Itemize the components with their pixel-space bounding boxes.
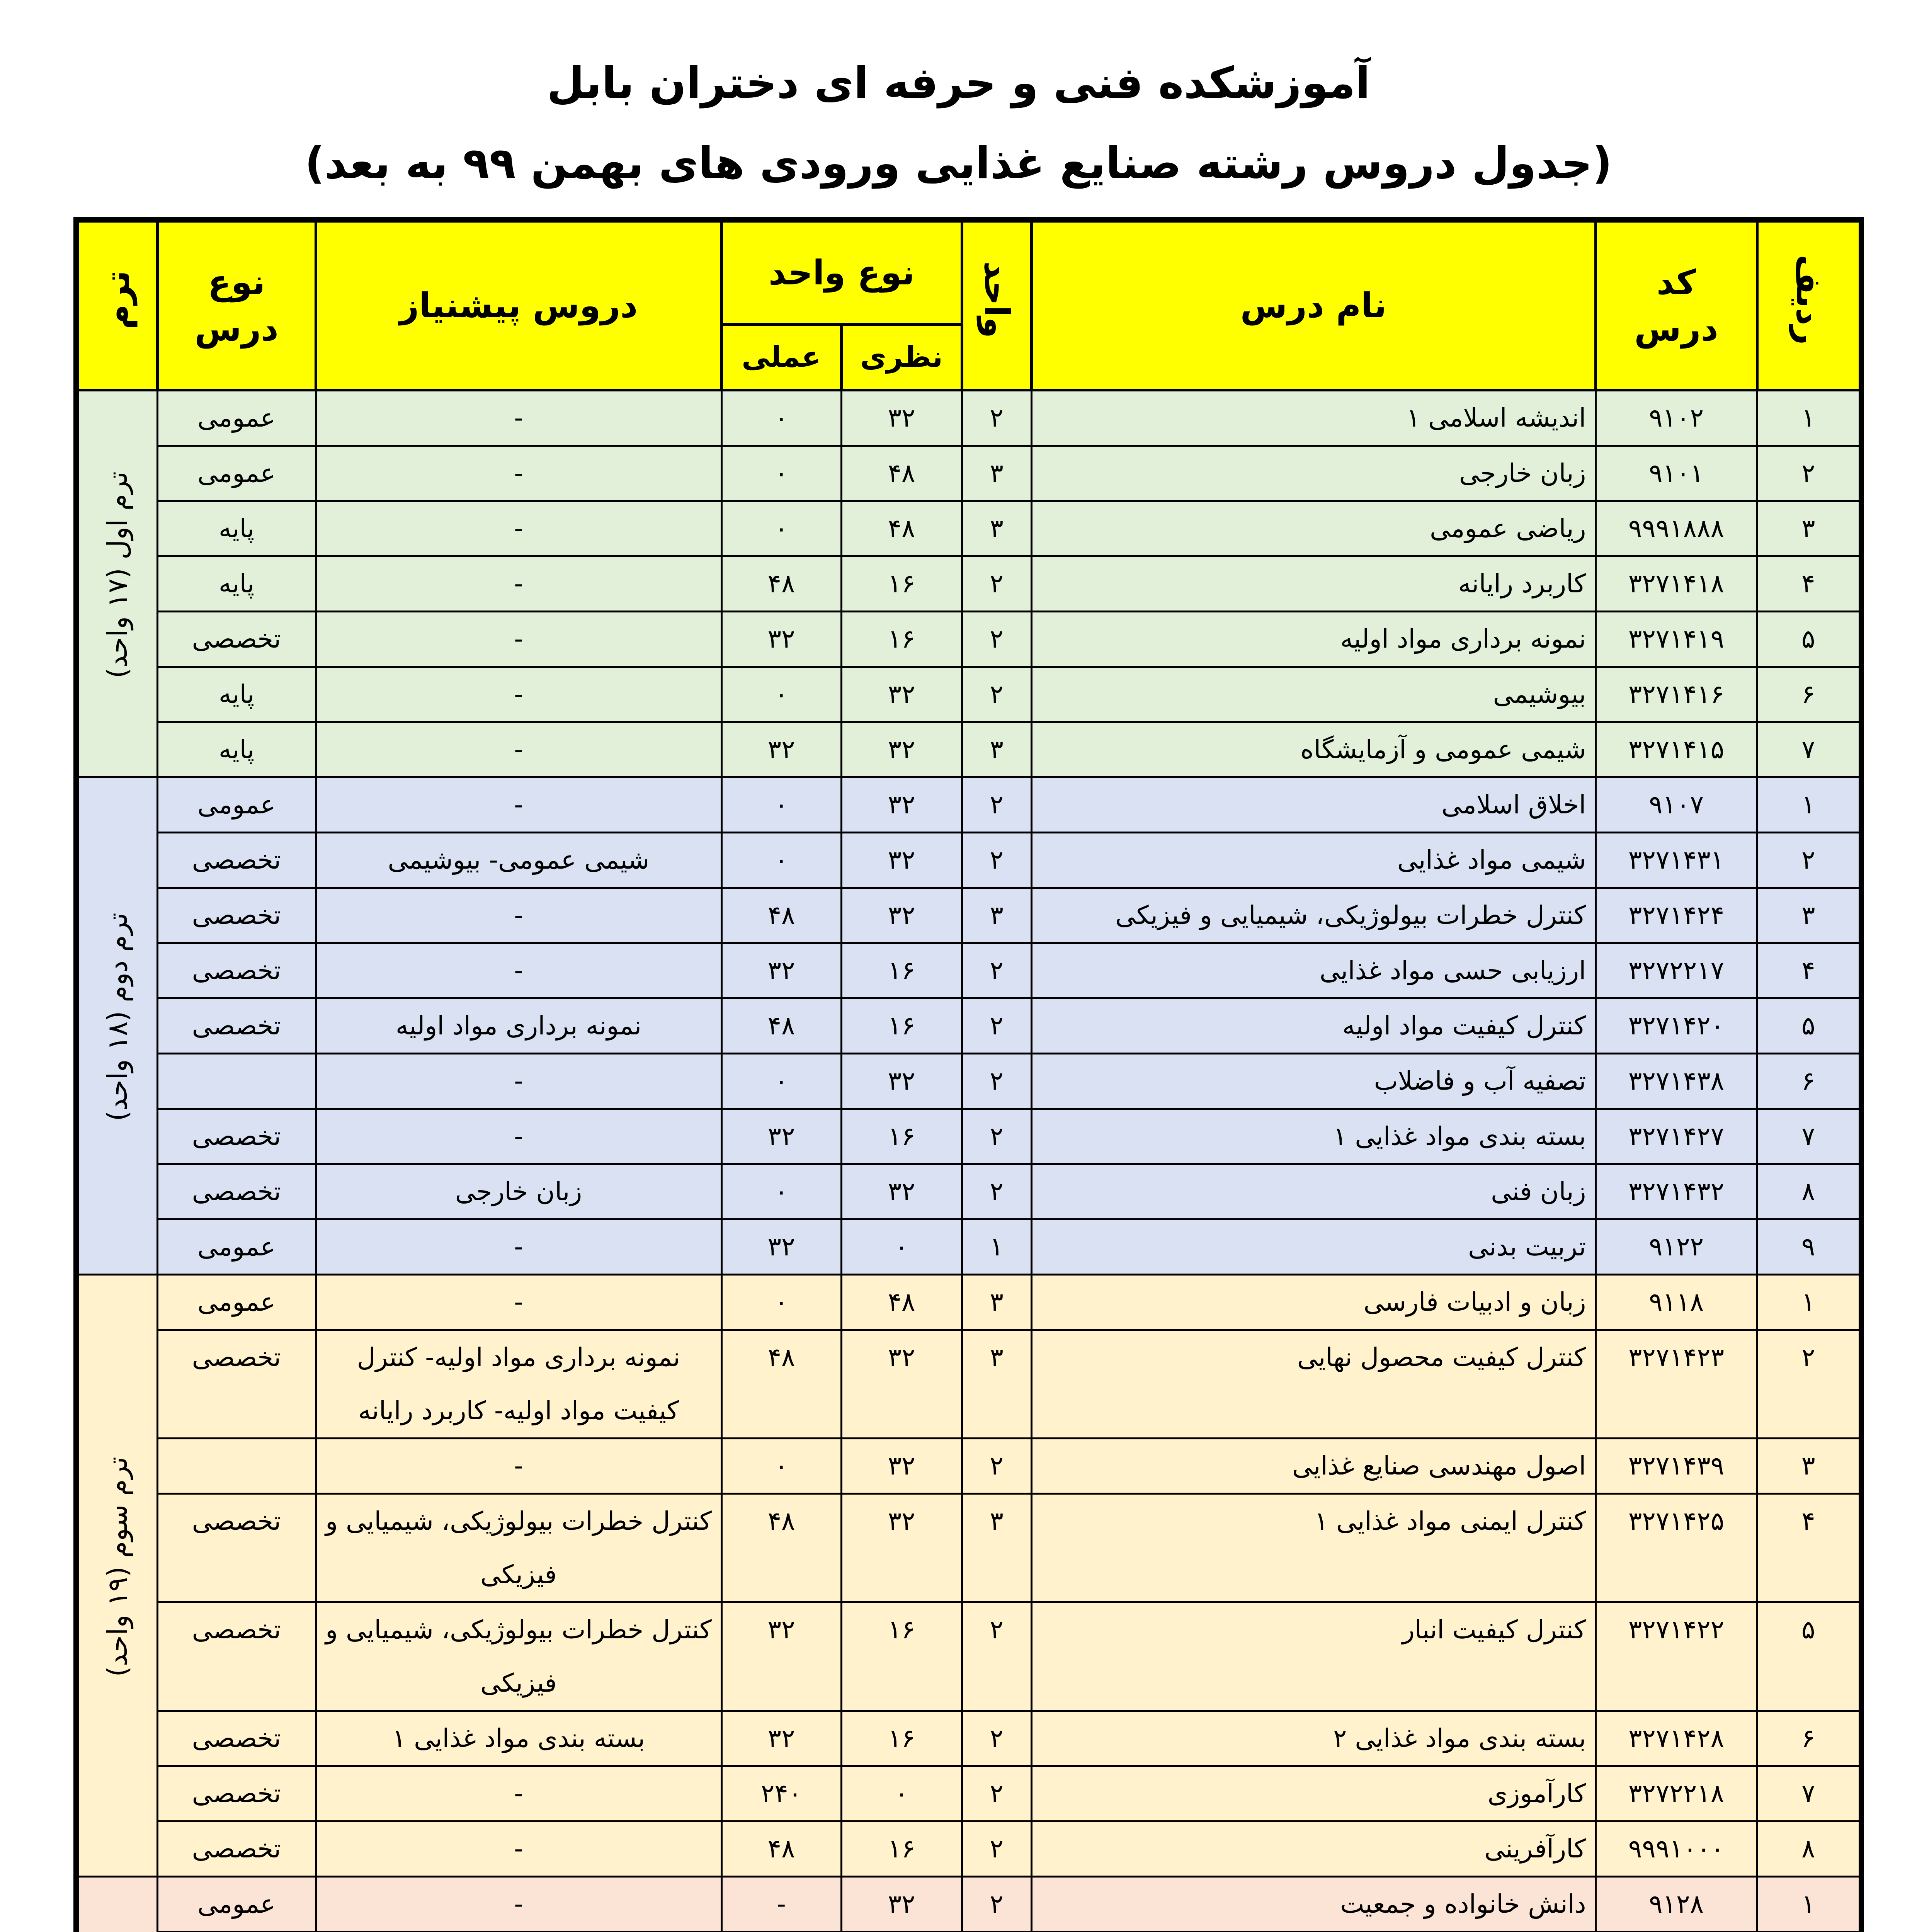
- cell-practical: ۰: [721, 1438, 841, 1493]
- cell-theory: ۳۲: [841, 1438, 962, 1493]
- cell-units: ۲: [962, 1876, 1031, 1932]
- course-row: [76, 1164, 1861, 1219]
- cell-course-code: ۹۱۲۸: [1596, 1876, 1757, 1932]
- cell-units: ۲: [962, 1164, 1031, 1219]
- cell-course-code: ۳۲۷۱۴۲۰: [1596, 998, 1757, 1053]
- cell-prerequisite: نمونه برداری مواد اولیه- کنترل کیفیت مواد اولیه- کاربرد رایانه: [316, 1330, 721, 1438]
- cell-row-number: ۱: [1757, 390, 1861, 446]
- course-row: [76, 832, 1861, 888]
- cell-prerequisite: زبان خارجی: [316, 1164, 721, 1219]
- cell-row-number: ۵: [1757, 998, 1861, 1053]
- cell-theory: ۳۲: [841, 777, 962, 832]
- cell-theory: ۱۶: [841, 1602, 962, 1711]
- term-label: [76, 1876, 157, 1932]
- cell-prerequisite: -: [316, 888, 721, 943]
- cell-units: ۲: [962, 943, 1031, 998]
- cell-row-number: ۳: [1757, 888, 1861, 943]
- cell-theory: ۴۸: [841, 501, 962, 556]
- header-row-number: ردیف: [1757, 220, 1861, 390]
- cell-course-code: ۳۲۷۱۴۲۲: [1596, 1602, 1757, 1711]
- term-label: ترم سوم (۱۹ واحد): [76, 1274, 157, 1876]
- cell-practical: ۰: [721, 1274, 841, 1330]
- cell-prerequisite: بسته بندی مواد غذایی ۱: [316, 1711, 721, 1766]
- header-prerequisites: دروس پیشنیاز: [316, 220, 721, 390]
- cell-course-type: تخصصی: [157, 611, 316, 667]
- cell-prerequisite: کنترل خطرات بیولوژیکی، شیمیایی و فیزیکی: [316, 1493, 721, 1602]
- cell-course-type: تخصصی: [157, 1164, 316, 1219]
- cell-units: ۲: [962, 611, 1031, 667]
- cell-prerequisite: -: [316, 777, 721, 832]
- cell-theory: ۰: [841, 1219, 962, 1274]
- cell-course-code: ۳۲۷۲۲۱۸: [1596, 1766, 1757, 1821]
- cell-course-code: ۹۱۰۲: [1596, 390, 1757, 446]
- header-course-code: کد درس: [1596, 220, 1757, 390]
- header-term: ترم: [76, 220, 157, 390]
- course-row: [76, 722, 1861, 777]
- cell-row-number: ۴: [1757, 1493, 1861, 1602]
- cell-course-name: زبان خارجی: [1031, 446, 1596, 501]
- cell-row-number: ۷: [1757, 722, 1861, 777]
- cell-practical: ۳۲: [721, 611, 841, 667]
- cell-prerequisite: -: [316, 1274, 721, 1330]
- cell-practical: ۰: [721, 1164, 841, 1219]
- cell-prerequisite: -: [316, 1109, 721, 1164]
- cell-practical: ۳۲: [721, 943, 841, 998]
- cell-practical: ۴۸: [721, 1821, 841, 1876]
- cell-course-name: زبان و ادبیات فارسی: [1031, 1274, 1596, 1330]
- cell-theory: ۳۲: [841, 1053, 962, 1109]
- cell-row-number: ۴: [1757, 556, 1861, 611]
- cell-course-code: ۹۹۹۱۰۰۰: [1596, 1821, 1757, 1876]
- cell-course-type: عمومی: [157, 1274, 316, 1330]
- cell-prerequisite: نمونه برداری مواد اولیه: [316, 998, 721, 1053]
- cell-course-type: تخصصی: [157, 998, 316, 1053]
- header-course-type: نوع درس: [157, 220, 316, 390]
- cell-practical: ۴۸: [721, 1493, 841, 1602]
- cell-course-type: تخصصی: [157, 832, 316, 888]
- cell-theory: ۳۲: [841, 1164, 962, 1219]
- header-practical: عملی: [721, 324, 841, 390]
- page-title: آموزشکده فنی و حرفه ای دختران بابل: [547, 58, 1370, 108]
- cell-units: ۲: [962, 667, 1031, 722]
- cell-practical: ۰: [721, 446, 841, 501]
- cell-course-type: پایه: [157, 667, 316, 722]
- cell-row-number: ۱: [1757, 1274, 1861, 1330]
- cell-course-code: ۳۲۷۱۴۳۹: [1596, 1438, 1757, 1493]
- cell-course-type: تخصصی: [157, 1766, 316, 1821]
- cell-course-name: بسته بندی مواد غذایی ۲: [1031, 1711, 1596, 1766]
- cell-theory: ۱۶: [841, 1821, 962, 1876]
- cell-theory: ۴۸: [841, 446, 962, 501]
- cell-units: ۲: [962, 1438, 1031, 1493]
- cell-course-name: ریاضی عمومی: [1031, 501, 1596, 556]
- cell-row-number: ۲: [1757, 446, 1861, 501]
- cell-course-code: ۹۱۲۲: [1596, 1219, 1757, 1274]
- cell-practical: ۴۸: [721, 998, 841, 1053]
- cell-course-type: پایه: [157, 501, 316, 556]
- cell-course-type: پایه: [157, 556, 316, 611]
- course-row: [76, 667, 1861, 722]
- cell-prerequisite: -: [316, 1876, 721, 1932]
- cell-course-name: کنترل خطرات بیولوژیکی، شیمیایی و فیزیکی: [1031, 888, 1596, 943]
- cell-row-number: ۶: [1757, 667, 1861, 722]
- cell-course-name: نمونه برداری مواد اولیه: [1031, 611, 1596, 667]
- cell-units: ۲: [962, 777, 1031, 832]
- cell-row-number: ۹: [1757, 1219, 1861, 1274]
- cell-units: ۲: [962, 998, 1031, 1053]
- cell-course-name: کارآموزی: [1031, 1766, 1596, 1821]
- cell-practical: ۲۴۰: [721, 1766, 841, 1821]
- cell-practical: ۰: [721, 777, 841, 832]
- cell-course-code: ۳۲۷۱۴۲۷: [1596, 1109, 1757, 1164]
- cell-units: ۲: [962, 832, 1031, 888]
- cell-course-code: ۳۲۷۱۴۱۵: [1596, 722, 1757, 777]
- course-row: [76, 1330, 1861, 1438]
- course-row: [76, 943, 1861, 998]
- course-row: [76, 611, 1861, 667]
- cell-row-number: ۳: [1757, 1438, 1861, 1493]
- cell-units: ۳: [962, 888, 1031, 943]
- cell-course-code: ۳۲۷۲۲۱۷: [1596, 943, 1757, 998]
- cell-course-name: کنترل ایمنی مواد غذایی ۱: [1031, 1493, 1596, 1602]
- cell-course-name: زبان فنی: [1031, 1164, 1596, 1219]
- cell-row-number: ۷: [1757, 1766, 1861, 1821]
- cell-course-type: تخصصی: [157, 1493, 316, 1602]
- cell-course-name: شیمی مواد غذایی: [1031, 832, 1596, 888]
- cell-row-number: ۷: [1757, 1109, 1861, 1164]
- cell-prerequisite: -: [316, 611, 721, 667]
- cell-course-type: تخصصی: [157, 943, 316, 998]
- cell-units: ۳: [962, 501, 1031, 556]
- cell-course-type: عمومی: [157, 777, 316, 832]
- cell-course-name: کاربرد رایانه: [1031, 556, 1596, 611]
- header-theory: نظری: [841, 324, 962, 390]
- term-label: ترم اول (۱۷ واحد): [76, 390, 157, 777]
- cell-course-code: ۳۲۷۱۴۲۴: [1596, 888, 1757, 943]
- cell-course-name: اخلاق اسلامی: [1031, 777, 1596, 832]
- cell-course-type: تخصصی: [157, 1330, 316, 1438]
- course-row: [76, 1109, 1861, 1164]
- cell-row-number: ۶: [1757, 1053, 1861, 1109]
- cell-units: ۲: [962, 1766, 1031, 1821]
- cell-course-type: تخصصی: [157, 1821, 316, 1876]
- cell-course-name: کنترل کیفیت مواد اولیه: [1031, 998, 1596, 1053]
- cell-row-number: ۸: [1757, 1164, 1861, 1219]
- course-row: [76, 1274, 1861, 1330]
- cell-units: ۳: [962, 1493, 1031, 1602]
- cell-theory: ۳۲: [841, 722, 962, 777]
- cell-theory: ۱۶: [841, 611, 962, 667]
- cell-row-number: ۱: [1757, 1876, 1861, 1932]
- cell-units: ۱: [962, 1219, 1031, 1274]
- cell-units: ۲: [962, 1711, 1031, 1766]
- course-row: [76, 888, 1861, 943]
- cell-practical: ۰: [721, 832, 841, 888]
- cell-course-type: عمومی: [157, 1876, 316, 1932]
- term-label: ترم دوم (۱۸ واحد): [76, 777, 157, 1274]
- course-row: [76, 1493, 1861, 1602]
- cell-units: ۳: [962, 722, 1031, 777]
- cell-units: ۲: [962, 1053, 1031, 1109]
- cell-course-type: [157, 1053, 316, 1109]
- cell-units: ۲: [962, 1602, 1031, 1711]
- cell-units: ۲: [962, 1821, 1031, 1876]
- cell-course-code: ۳۲۷۱۴۱۸: [1596, 556, 1757, 611]
- page-subtitle: (جدول دروس رشته صنایع غذایی ورودی های بهمن ۹۹ به بعد): [304, 138, 1613, 189]
- cell-practical: ۳۲: [721, 1602, 841, 1711]
- cell-prerequisite: -: [316, 943, 721, 998]
- cell-prerequisite: -: [316, 390, 721, 446]
- cell-units: ۳: [962, 1274, 1031, 1330]
- cell-course-code: ۳۲۷۱۴۲۸: [1596, 1711, 1757, 1766]
- cell-theory: ۳۲: [841, 888, 962, 943]
- cell-theory: ۱۶: [841, 943, 962, 998]
- cell-theory: ۳۲: [841, 1876, 962, 1932]
- cell-row-number: ۲: [1757, 1330, 1861, 1438]
- cell-course-name: بیوشیمی: [1031, 667, 1596, 722]
- cell-course-type: عمومی: [157, 1219, 316, 1274]
- cell-course-name: کارآفرینی: [1031, 1821, 1596, 1876]
- course-row: [76, 1219, 1861, 1274]
- cell-course-code: ۳۲۷۱۴۳۱: [1596, 832, 1757, 888]
- cell-practical: ۴۸: [721, 556, 841, 611]
- cell-units: ۲: [962, 556, 1031, 611]
- cell-row-number: ۵: [1757, 1602, 1861, 1711]
- cell-units: ۳: [962, 1330, 1031, 1438]
- cell-course-type: تخصصی: [157, 1602, 316, 1711]
- cell-row-number: ۶: [1757, 1711, 1861, 1766]
- course-row: [76, 1053, 1861, 1109]
- course-row: [76, 1766, 1861, 1821]
- cell-course-name: شیمی عمومی و آزمایشگاه: [1031, 722, 1596, 777]
- cell-theory: ۳۲: [841, 1330, 962, 1438]
- cell-practical: ۰: [721, 667, 841, 722]
- course-row: [76, 1602, 1861, 1711]
- course-row: [76, 1821, 1861, 1876]
- cell-theory: ۱۶: [841, 1711, 962, 1766]
- cell-prerequisite: -: [316, 556, 721, 611]
- cell-theory: ۰: [841, 1766, 962, 1821]
- cell-practical: ۰: [721, 501, 841, 556]
- cell-course-code: ۳۲۷۱۴۱۹: [1596, 611, 1757, 667]
- cell-course-type: عمومی: [157, 446, 316, 501]
- cell-theory: ۳۲: [841, 390, 962, 446]
- cell-prerequisite: شیمی عمومی- بیوشیمی: [316, 832, 721, 888]
- cell-course-type: عمومی: [157, 390, 316, 446]
- course-row: [76, 501, 1861, 556]
- cell-theory: ۴۸: [841, 1274, 962, 1330]
- cell-practical: ۴۸: [721, 1330, 841, 1438]
- cell-theory: ۳۲: [841, 667, 962, 722]
- cell-course-code: ۹۱۱۸: [1596, 1274, 1757, 1330]
- cell-theory: ۱۶: [841, 1109, 962, 1164]
- cell-prerequisite: کنترل خطرات بیولوژیکی، شیمیایی و فیزیکی: [316, 1602, 721, 1711]
- cell-course-name: ارزیابی حسی مواد غذایی: [1031, 943, 1596, 998]
- cell-course-type: تخصصی: [157, 1109, 316, 1164]
- course-row: [76, 1711, 1861, 1766]
- cell-course-name: اندیشه اسلامی ۱: [1031, 390, 1596, 446]
- cell-practical: ۳۲: [721, 1711, 841, 1766]
- cell-course-type: تخصصی: [157, 888, 316, 943]
- cell-course-name: کنترل کیفیت انبار: [1031, 1602, 1596, 1711]
- cell-course-code: ۳۲۷۱۴۱۶: [1596, 667, 1757, 722]
- cell-practical: ۳۲: [721, 722, 841, 777]
- course-table-body: [76, 390, 1861, 1932]
- header-unit-type: نوع واحد: [721, 220, 962, 324]
- cell-practical: -: [721, 1876, 841, 1932]
- course-row: [76, 1438, 1861, 1493]
- cell-theory: ۳۲: [841, 1493, 962, 1602]
- cell-prerequisite: -: [316, 446, 721, 501]
- course-row: [76, 1876, 1861, 1932]
- cell-row-number: ۱: [1757, 777, 1861, 832]
- cell-course-code: ۳۲۷۱۴۳۲: [1596, 1164, 1757, 1219]
- cell-course-name: تربیت بدنی: [1031, 1219, 1596, 1274]
- cell-theory: ۱۶: [841, 998, 962, 1053]
- cell-course-name: دانش خانواده و جمعیت: [1031, 1876, 1596, 1932]
- cell-course-code: ۳۲۷۱۴۳۸: [1596, 1053, 1757, 1109]
- cell-units: ۲: [962, 1109, 1031, 1164]
- cell-course-type: تخصصی: [157, 1711, 316, 1766]
- cell-practical: ۳۲: [721, 1109, 841, 1164]
- cell-course-name: تصفیه آب و فاضلاب: [1031, 1053, 1596, 1109]
- cell-prerequisite: -: [316, 1219, 721, 1274]
- cell-practical: ۴۸: [721, 888, 841, 943]
- cell-row-number: ۳: [1757, 501, 1861, 556]
- cell-course-type: [157, 1438, 316, 1493]
- cell-prerequisite: -: [316, 667, 721, 722]
- cell-prerequisite: -: [316, 1053, 721, 1109]
- cell-theory: ۳۲: [841, 832, 962, 888]
- cell-row-number: ۴: [1757, 943, 1861, 998]
- cell-row-number: ۸: [1757, 1821, 1861, 1876]
- cell-theory: ۱۶: [841, 556, 962, 611]
- cell-units: ۳: [962, 446, 1031, 501]
- cell-prerequisite: -: [316, 501, 721, 556]
- course-row: [76, 390, 1861, 446]
- cell-row-number: ۵: [1757, 611, 1861, 667]
- cell-prerequisite: -: [316, 1766, 721, 1821]
- cell-practical: ۰: [721, 1053, 841, 1109]
- cell-prerequisite: -: [316, 722, 721, 777]
- course-table: [73, 217, 1864, 1932]
- cell-course-code: ۹۱۰۱: [1596, 446, 1757, 501]
- cell-course-name: بسته بندی مواد غذایی ۱: [1031, 1109, 1596, 1164]
- cell-row-number: ۲: [1757, 832, 1861, 888]
- cell-course-type: پایه: [157, 722, 316, 777]
- cell-practical: ۰: [721, 390, 841, 446]
- course-row: [76, 777, 1861, 832]
- cell-course-code: ۹۱۰۷: [1596, 777, 1757, 832]
- cell-prerequisite: -: [316, 1821, 721, 1876]
- cell-prerequisite: -: [316, 1438, 721, 1493]
- course-row: [76, 556, 1861, 611]
- cell-course-name: اصول مهندسی صنایع غذایی: [1031, 1438, 1596, 1493]
- course-row: [76, 998, 1861, 1053]
- cell-course-code: ۳۲۷۱۴۲۵: [1596, 1493, 1757, 1602]
- cell-course-name: کنترل کیفیت محصول نهایی: [1031, 1330, 1596, 1438]
- course-row: [76, 446, 1861, 501]
- cell-course-code: ۹۹۹۱۸۸۸: [1596, 501, 1757, 556]
- cell-units: ۲: [962, 390, 1031, 446]
- cell-course-code: ۳۲۷۱۴۲۳: [1596, 1330, 1757, 1438]
- cell-practical: ۳۲: [721, 1219, 841, 1274]
- header-course-name: نام درس: [1031, 220, 1596, 390]
- header-units: واحد: [962, 220, 1031, 390]
